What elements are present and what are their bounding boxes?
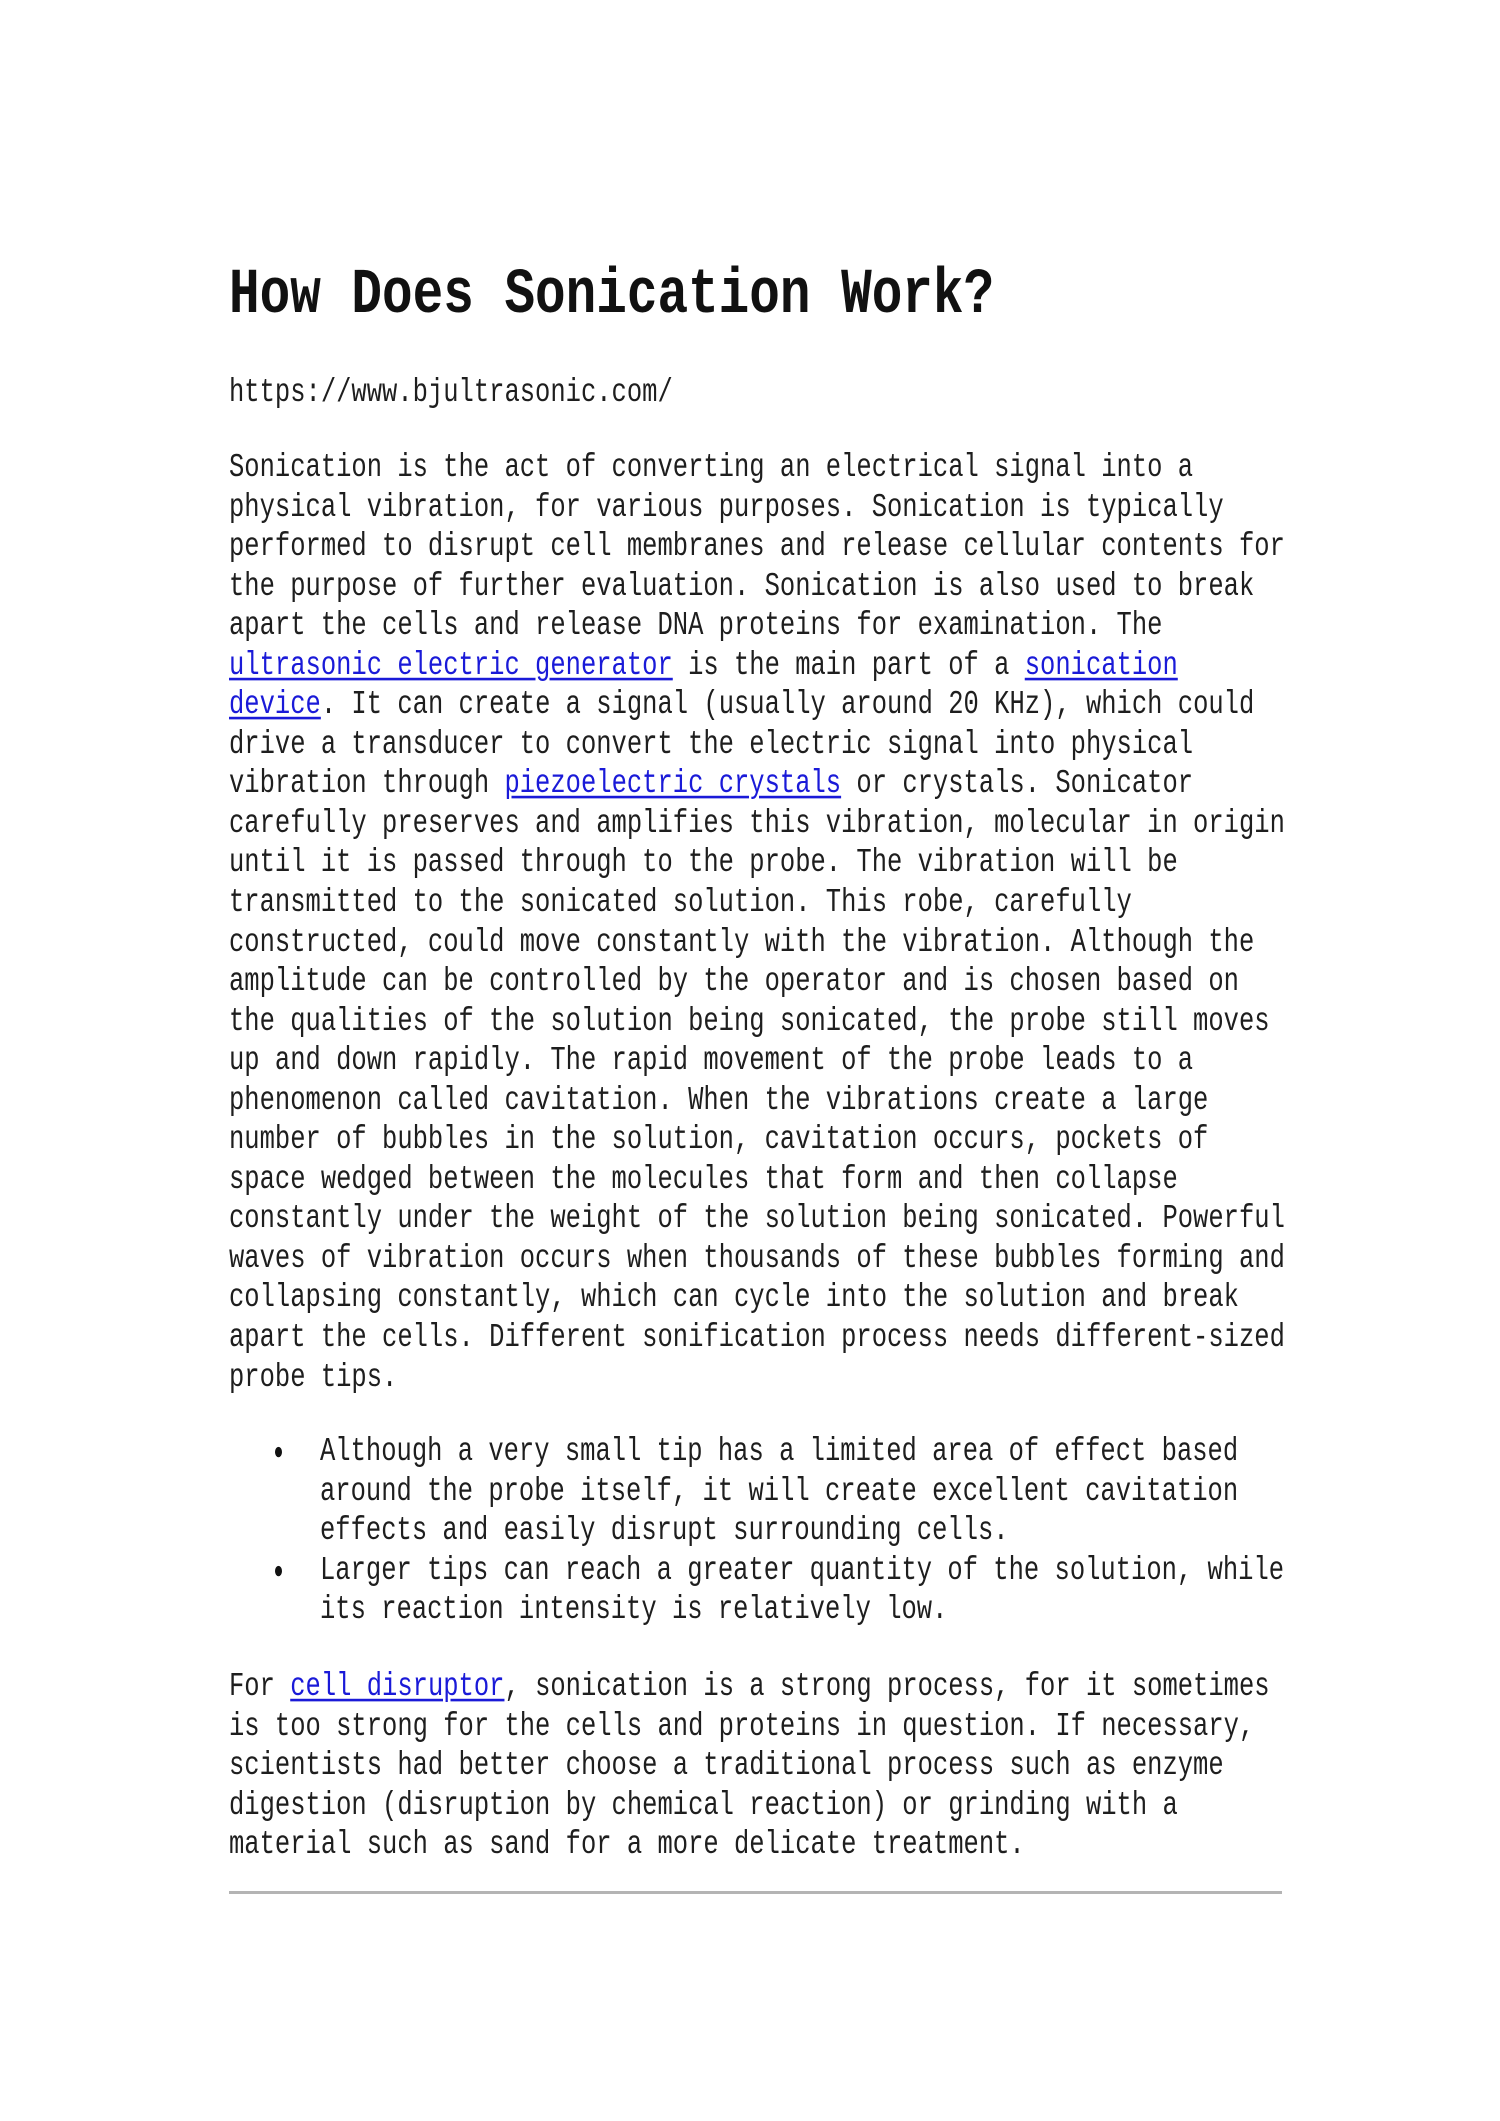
list-item-text: its reaction intensity is relatively low. — [320, 1590, 948, 1629]
list-item — [229, 1432, 1289, 1551]
text-segment: waves of vibration occurs when thousands of these bubbles forming and — [229, 1239, 1285, 1278]
list-item-text: Although a very small tip has a limited area of effect based — [320, 1432, 1239, 1471]
text-segment: space wedged between the molecules that form and then collapse — [229, 1160, 1178, 1199]
text-segment: the qualities of the solution being sonicated, the probe still moves — [229, 1002, 1270, 1040]
page-title: How Does Sonication Work? — [229, 260, 995, 332]
text-segment: material such as sand for a more delicate treatment. — [229, 1825, 1025, 1864]
text-segment: amplitude can be controlled by the operator and is chosen based on — [229, 962, 1239, 1001]
inline-link[interactable]: device — [229, 685, 321, 724]
inline-link[interactable]: ultrasonic electric generator — [229, 646, 673, 685]
text-segment: , sonication is a strong process, for it sometimes — [504, 1667, 1270, 1706]
list-item-text: around the probe itself, it will create excellent cavitation — [320, 1472, 1239, 1510]
inline-link[interactable]: sonication — [1024, 646, 1178, 685]
text-segment: constructed, could move constantly with the vibration. Although the — [229, 923, 1255, 961]
paragraph-intro — [229, 448, 1289, 1397]
text-segment: phenomenon called cavitation. When the vibrations create a large — [229, 1081, 1209, 1120]
text-segment: drive a transducer to convert the electric signal into physical — [229, 725, 1194, 764]
text-segment: constantly under the weight of the solution being sonicated. Powerful — [229, 1199, 1285, 1238]
text-segment: number of bubbles in the solution, cavitation occurs, pockets of — [229, 1120, 1209, 1159]
bullet-icon — [275, 1447, 282, 1457]
bullet-list — [229, 1432, 1289, 1630]
text-segment: is the main part of a — [672, 646, 1025, 685]
list-item — [229, 1551, 1289, 1630]
inline-link[interactable]: piezoelectric crystals — [504, 764, 842, 803]
text-segment: performed to disrupt cell membranes and release cellular contents for — [229, 527, 1285, 566]
text-segment: collapsing constantly, which can cycle into the solution and break — [229, 1279, 1239, 1317]
text-line — [229, 1819, 1289, 1870]
list-item-text: effects and easily disrupt surrounding cells. — [320, 1511, 1009, 1550]
text-segment: apart the cells. Different sonification process needs different-sized — [229, 1318, 1285, 1357]
text-segment: carefully preserves and amplifies this vibration, molecular in origin — [229, 804, 1285, 843]
text-segment: until it is passed through to the probe. The vibration will be — [229, 844, 1178, 882]
text-segment: apart the cells and release DNA proteins for examination. The — [229, 606, 1163, 645]
text-segment: probe tips. — [229, 1358, 398, 1396]
list-item-line — [229, 1584, 1289, 1635]
text-segment: or crystals. Sonicator — [841, 764, 1194, 803]
text-segment: transmitted to the sonicated solution. This robe, carefully — [229, 883, 1132, 922]
horizontal-rule — [229, 1891, 1282, 1894]
bullet-icon — [275, 1566, 282, 1576]
paragraph-cell-disruptor — [229, 1667, 1289, 1865]
text-segment: . It can create a signal (usually around 20 KHz), which could — [320, 685, 1255, 724]
text-segment: scientists had better choose a traditional process such as enzyme — [229, 1746, 1224, 1785]
text-segment: For — [229, 1667, 291, 1706]
source-url: https://www.bjultrasonic.com/ — [229, 373, 673, 412]
text-segment: the purpose of further evaluation. Sonication is also used to break — [229, 567, 1255, 605]
inline-link[interactable]: cell disruptor — [290, 1667, 505, 1706]
text-segment: up and down rapidly. The rapid movement of the probe leads to a — [229, 1041, 1194, 1080]
text-segment: digestion (disruption by chemical reaction) or grinding with a — [229, 1786, 1178, 1824]
text-segment: vibration through — [229, 764, 505, 803]
list-item-text: Larger tips can reach a greater quantity of the solution, while — [320, 1551, 1285, 1589]
text-segment: Sonication is the act of converting an electrical signal into a — [229, 448, 1194, 487]
text-segment: physical vibration, for various purposes. Sonication is typically — [229, 488, 1224, 526]
text-line — [229, 1352, 1289, 1403]
text-segment: is too strong for the cells and proteins in question. If necessary, — [229, 1707, 1255, 1745]
